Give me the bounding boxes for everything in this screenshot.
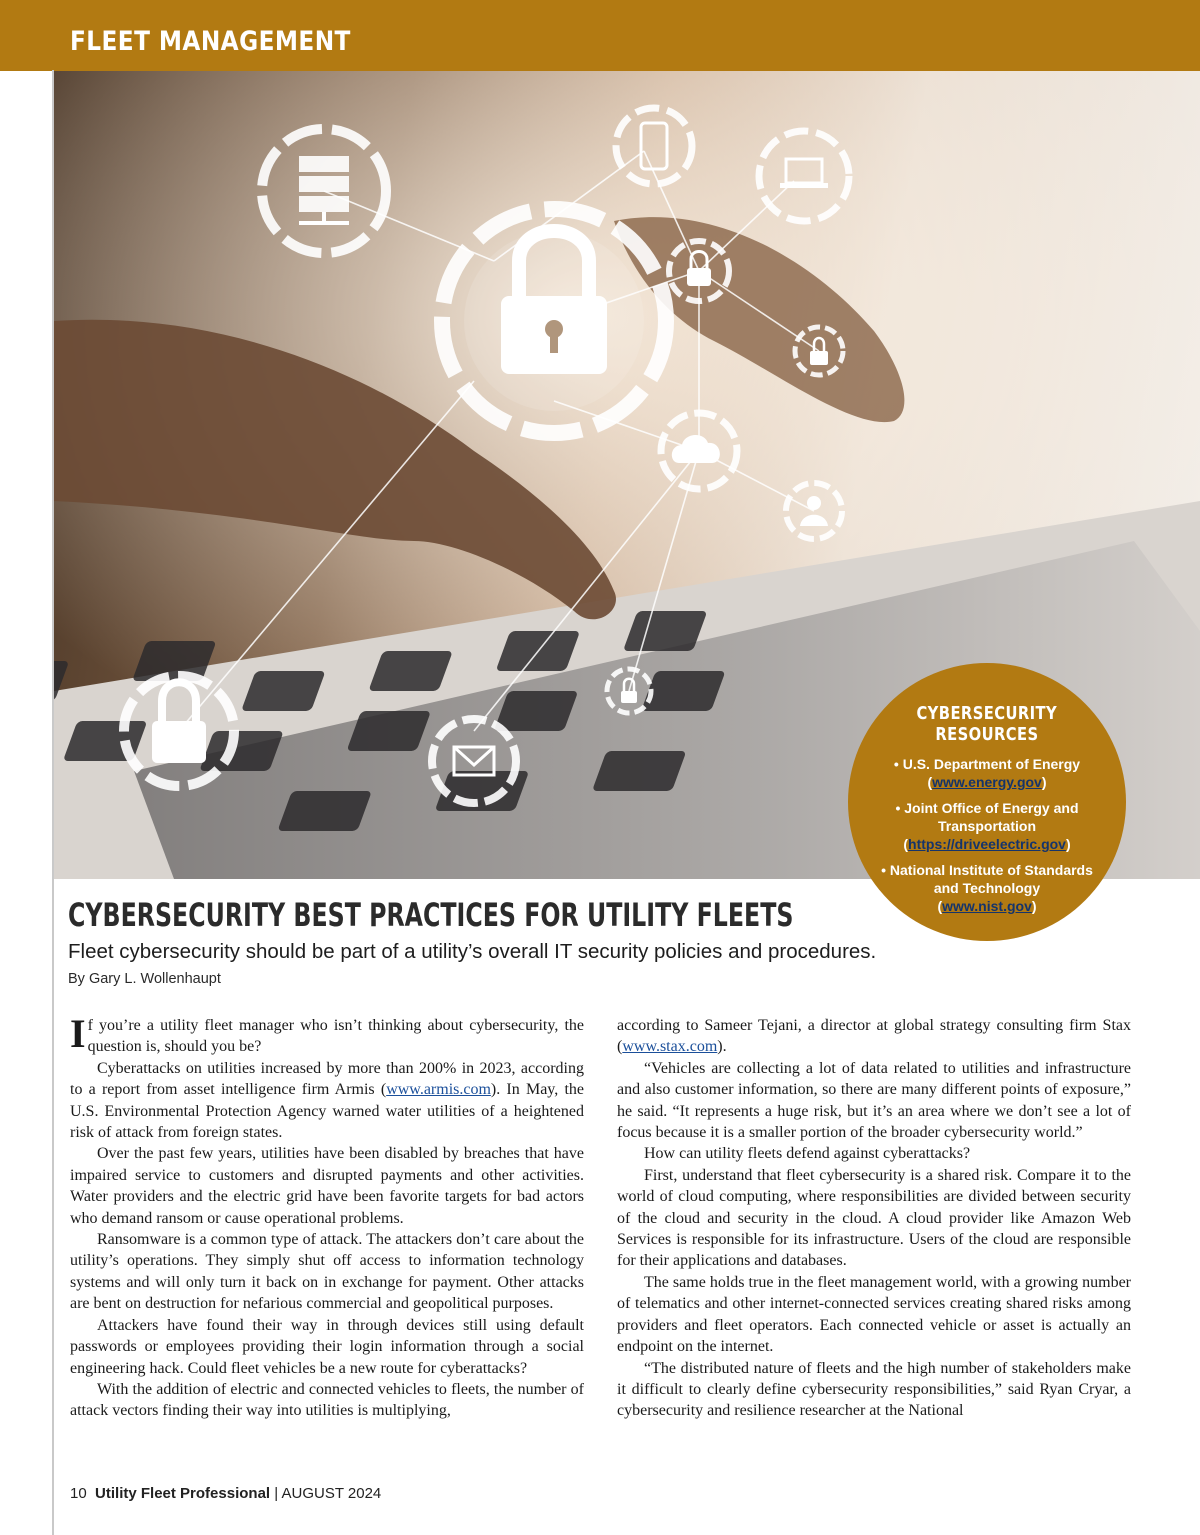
publication-name: Utility Fleet Professional bbox=[95, 1485, 271, 1502]
paragraph-text: ). bbox=[717, 1038, 727, 1056]
section-header-band bbox=[0, 0, 1200, 71]
paragraph: First, understand that fleet cybersecurity is a shared risk. Compare it to the world of cloud computing, where responsibilities are divided between security of the cloud and security in the cloud. A cloud provider like Amazon Web Services is responsible for its infrastructure. Users of the cloud are responsible for their applications and databases. bbox=[617, 1166, 1131, 1270]
paragraph-text: ). In May, the U.S. Environmental Protection Agency warned water utilities of a heightened risk of attack from foreign states. bbox=[70, 1081, 584, 1142]
paragraph: The same holds true in the fleet management world, with a growing number of telematics and other internet-connected services creating shared risks among providers and fleet operators. Each connected vehicle or asset is actually an endpoint on the internet. bbox=[617, 1273, 1131, 1356]
page-number: 10 bbox=[70, 1485, 87, 1502]
resources-list bbox=[868, 755, 1106, 923]
resource-item: • Joint Office of Energy and Transportation (https://driveelectric.gov) bbox=[895, 800, 1079, 852]
drop-cap: I bbox=[70, 1011, 86, 1056]
resource-item: • U.S. Department of Energy (www.energy.gov) bbox=[893, 756, 1081, 790]
article-subhead: Fleet cybersecurity should be part of a utility’s overall IT security policies and procedures. bbox=[68, 940, 877, 963]
paragraph: Ransomware is a common type of attack. The attackers don’t care about the utility’s operations. They simply shut off access to information technology systems and will only turn it back on in exchange for payment. Other attacks are bent on destruction for nefarious commercial and geopolitical purposes. bbox=[70, 1231, 584, 1313]
article-headline: CYBERSECURITY BEST PRACTICES FOR UTILITY FLEETS bbox=[68, 896, 794, 934]
resource-label: • Joint Office of Energy and Transportation bbox=[895, 800, 1079, 834]
resource-item: • National Institute of Standards and Technology (www.nist.gov) bbox=[881, 862, 1093, 914]
article-column-left bbox=[70, 1011, 584, 1422]
resources-title-line1: CYBERSECURITY bbox=[916, 703, 1058, 724]
paragraph: “Vehicles are collecting a lot of data related to utilities and infrastructure and also customer information, so there are many different points of exposure,” he said. “It represents a huge risk, but it’s an area where we don’t see a lot of focus because it is a smaller portion of the broader cybersecurity world.” bbox=[617, 1059, 1131, 1142]
paragraph-text: according to Sameer Tejani, a director at global strategy consulting firm Stax ( bbox=[617, 1017, 1131, 1056]
issue-date: AUGUST 2024 bbox=[281, 1485, 382, 1502]
link-armis[interactable]: www.armis.com bbox=[386, 1081, 491, 1099]
paragraph: “The distributed nature of fleets and the high number of stakeholders make it difficult to clearly define cybersecurity responsibilities,” said Ryan Cryar, a cybersecurity and resilience researcher at the National bbox=[617, 1359, 1131, 1420]
paragraph: Attackers have found their way in through devices still using default passwords or employees providing their login information through a social engineering hack. Could fleet vehicles be a new route for cyberattacks? bbox=[70, 1316, 584, 1377]
resource-link-energy[interactable]: www.energy.gov bbox=[932, 774, 1042, 790]
footer-separator: | bbox=[270, 1485, 282, 1502]
section-title: FLEET MANAGEMENT bbox=[70, 26, 351, 57]
article-column-right bbox=[617, 1015, 1131, 1422]
resources-callout bbox=[848, 663, 1126, 941]
link-stax[interactable]: www.stax.com bbox=[622, 1038, 718, 1056]
resources-title bbox=[848, 703, 1126, 745]
resource-link-driveelectric[interactable]: https://driveelectric.gov bbox=[908, 836, 1066, 852]
paragraph bbox=[70, 1011, 584, 1058]
paragraph bbox=[70, 1058, 584, 1144]
paragraph-text: f you’re a utility fleet manager who isn’t thinking about cybersecurity, the question is, should you be? bbox=[87, 1017, 584, 1056]
article-byline: By Gary L. Wollenhaupt bbox=[68, 971, 221, 987]
page-footer bbox=[70, 1485, 381, 1502]
paragraph-text: Cyberattacks on utilities increased by more than 200% in 2023, according to a report from asset intelligence firm Armis ( bbox=[70, 1059, 584, 1099]
resource-label: • National Institute of Standards and Technology bbox=[881, 862, 1093, 896]
resources-title-line2: RESOURCES bbox=[935, 724, 1039, 745]
paragraph: With the addition of electric and connected vehicles to fleets, the number of attack vectors finding their way into utilities is multiplying, bbox=[70, 1380, 584, 1420]
resource-link-nist[interactable]: www.nist.gov bbox=[942, 898, 1032, 914]
resource-label: • U.S. Department of Energy bbox=[893, 756, 1081, 772]
paragraph: Over the past few years, utilities have been disabled by breaches that have impaired service to customers and disrupted payments and other activities. Water providers and the electric grid have been favorite targets for bad actors who demand ransom or cause operational problems. bbox=[70, 1145, 584, 1227]
paragraph: How can utility fleets defend against cyberattacks? bbox=[644, 1145, 971, 1163]
paragraph bbox=[617, 1015, 1131, 1058]
